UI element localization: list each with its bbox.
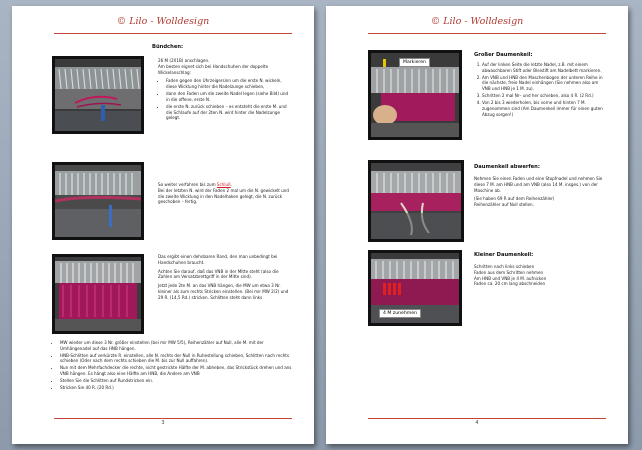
- section-2-paragraph: [158, 182, 292, 205]
- list-item: 3. Schritten 2 mal Nr– und her schieben, also 4 R. (2 Rd.): [482, 93, 606, 99]
- photo-label-markieren: Markieren: [399, 58, 430, 67]
- list-item: • MW wieder um diese 3 Nr. größer einstellen (bei mir MW 5/5), Reihenzähler auf Null, alle M. mit der Umhängenadel auf das HNB hängen.: [60, 340, 296, 352]
- section-3-paragraph-1: Das ergibt einen dehnbaren Rand, den man unbedingt bei Handschuhen braucht.: [158, 254, 278, 265]
- grosser-daumenkeil-steps: [474, 62, 606, 118]
- header-rule: [368, 33, 606, 34]
- section-3-text: [158, 254, 292, 304]
- page-right: [326, 6, 628, 444]
- text-line: Faden ca. 20 cm lang abschneiden: [474, 281, 546, 287]
- list-item: 2. Am VNB und HNB den Maschenbogen der unteren Reihe in die nächste, freie Nadel einhängen (Sie nehmen also am VNB und HNB je 1 M. zu).: [482, 75, 606, 92]
- footer-rule: [54, 418, 292, 419]
- page-header-title: © Lilo - Wolldesign: [430, 16, 524, 27]
- text-line: Faden aus dem Schritten nehmen: [474, 269, 544, 275]
- kleiner-daumenkeil-text: [474, 264, 606, 287]
- section-1-list: [158, 78, 292, 121]
- page-number: 4: [475, 420, 479, 426]
- list-item: • HNB-Schlitten auf verkürzte R. einstellen, alle N. rechts der Null in Ruhestellung schieben, Schlitten nach rechts schieben (Oder nach dem rechts schieben die M. bis zur Null auffahren).: [60, 353, 296, 365]
- footer-rule: [368, 418, 606, 419]
- section-2-text: [158, 182, 292, 208]
- heading-grosser-daumenkeil: Großer Daumenkeil:: [474, 52, 533, 58]
- page-header-title: © Lilo - Wolldesign: [116, 16, 210, 27]
- text-line: Schritten nach links schieben: [474, 264, 535, 269]
- page-left: [12, 6, 314, 444]
- list-item: 1. Auf der linken Seite die letzte Nadel, z.B. mit einem abwaschbaren Stift oder Bleistift am Nadelbett markieren.: [482, 62, 606, 74]
- list-item: • dann den Faden um die zweite Nadel legen (siehe Bild) und in die offene, erste N.: [166, 91, 292, 103]
- header-rule: [54, 33, 292, 34]
- section-heading-buendchen: Bündchen:: [152, 44, 184, 50]
- photo-3-image: [55, 257, 141, 331]
- knitting-photo-markieren: [368, 50, 462, 140]
- photo-2-image: [55, 165, 141, 237]
- page-number: 3: [161, 420, 165, 426]
- photo-1-image: [55, 59, 141, 131]
- section-1-intro: 26 M (2X1B) anschlagen. Am besten eignet sich bei Handschuhen der doppelte Wickelanschlag:: [158, 58, 269, 75]
- list-item: 4. Von 2 bis 3 wiederholen, bis vorne und hinten 7 M. zugenommen sind (Am Daumenkeil immer für einen guten Abzug sorgen!): [482, 100, 606, 117]
- list-item: • Stricken Sie 40 R. (20 Rd.): [60, 385, 296, 391]
- text-line: Am HNB und VNB je 4 M. aufnicken: [474, 275, 547, 281]
- list-item: • die erste N. zurück schieben – es entsteht die erste M. und die Schlaufe auf der 2ten N. wird hinter die Nadelzunge gelegt.: [166, 104, 292, 121]
- list-item: • Nun mit dem Mehrfachdecker die rechte, nicht gestrickte Hälfte der M. abheben, das Strickstück drehen und ans VNB hängen. Es hängt also eine Hälfte am HNB, die Andere am VNB: [60, 365, 296, 377]
- knitting-photo-2: [52, 162, 144, 240]
- heading-daumenkeil-abwerfen: Daumenkeil abwerfen:: [474, 164, 540, 170]
- knitting-photo-zunehmen: [368, 250, 462, 326]
- section-3-paragraph-2: Achten Sie darauf, daß das VNB in der Mitte steht (also die Zahlen am Versatzbrettgriff in der Mitte sind).: [158, 268, 279, 280]
- list-item: • Faden gegen den Uhrzeigersinn um die erste N. wickeln, diese Wicklung hinter die Nadelzunge schieben,: [166, 78, 292, 90]
- section-2-text-a: So weiter verfahren bis zum: [158, 182, 217, 187]
- knitting-photo-abwerfen: [368, 160, 464, 242]
- bottom-instructions: [52, 340, 296, 392]
- knitting-photo-1: [52, 56, 144, 134]
- steps-list: [474, 62, 606, 117]
- abwerfen-paragraph-2: (Sie haben 69 R auf dem Reihenzähler) Reihenzähler auf Null stellen.: [474, 196, 555, 208]
- section-2-text-b: . Bei der letzten N. wird der Faden 2 mal um die N. gewickelt und die zweite Wicklung in den Nadelhaken gelegt, die N. zurück geschoben – fertig.: [158, 182, 289, 205]
- section-3-paragraph-3: Jetzt jede 2te M. an das VNB hängen, die MW um etwa 3 Nr. kleiner als zum rechts Stricken einstellen. (Bei mir MW 2/2) und 29 R. (14,5 Rd.) stricken. Schlitten steht dann links: [158, 283, 289, 300]
- list-item: • Stellen Sie die Schlitten auf Rundstricken ein.: [60, 378, 296, 384]
- abwerfen-paragraph-1: Nehmen Sie einen Faden und eine Stopfnadel und nehmen Sie diese 7 M. am HNB und am VNB (also 14 M. insges.) von der Maschine ab.: [474, 176, 603, 193]
- photo-abwerfen-image: [371, 163, 461, 239]
- photo-label-zunehmen: 4 M zunehmen: [379, 309, 421, 318]
- section-1-text: [158, 58, 292, 122]
- section-2-underlined-word: Schluß: [216, 182, 231, 187]
- knitting-photo-3: [52, 254, 144, 334]
- abwerfen-text: [474, 176, 606, 211]
- bottom-list: [52, 340, 296, 391]
- heading-kleiner-daumenkeil: Kleiner Daumenkeil:: [474, 252, 534, 258]
